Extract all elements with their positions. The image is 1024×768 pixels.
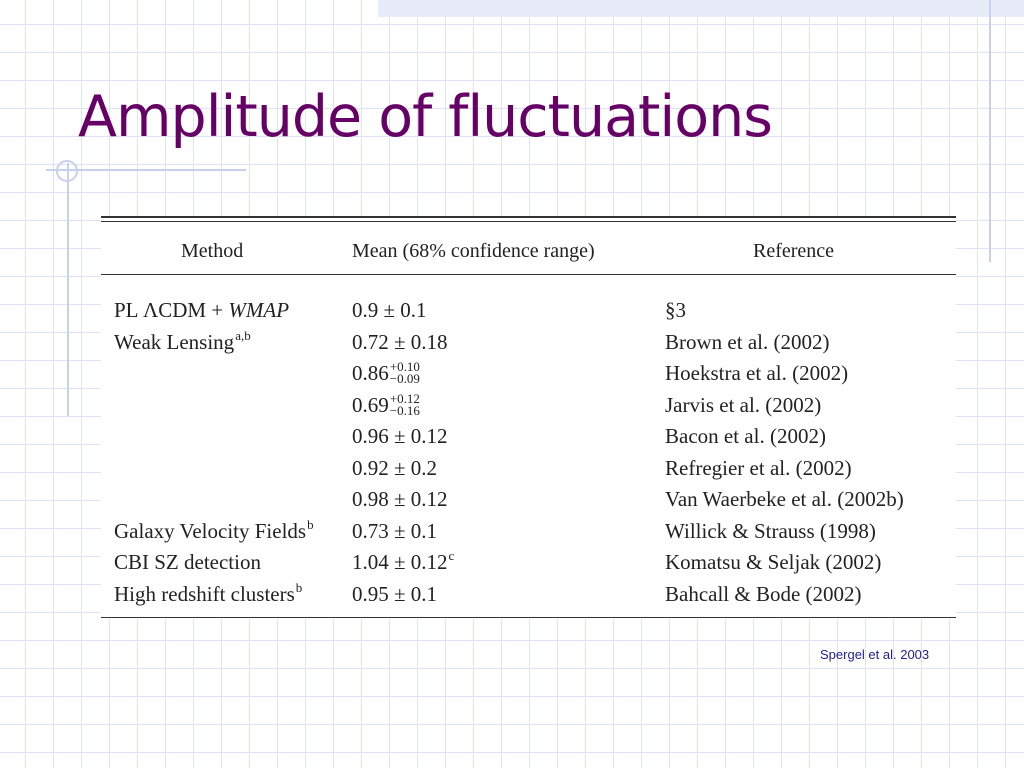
- left-decorative-rule: [67, 163, 69, 416]
- reference-cell: Van Waerbeke et al. (2002b): [665, 487, 904, 511]
- reference-cell: Brown et al. (2002): [665, 329, 830, 354]
- mean-value: 0.92 ± 0.2: [352, 455, 438, 480]
- method-cell: [114, 579, 303, 609]
- header-mean: Mean (68% confidence range): [352, 240, 595, 262]
- mean-value: 0.69: [352, 392, 389, 417]
- slide-title: Amplitude of fluctuations: [78, 84, 772, 150]
- method-footnote-marker: b: [307, 516, 314, 532]
- mean-upper-error: +0.12: [389, 390, 420, 406]
- method-footnote-marker: b: [295, 579, 303, 595]
- header-method: Method: [181, 240, 244, 262]
- mean-cell: [352, 361, 420, 387]
- decorative-ring: [56, 160, 78, 182]
- mean-cell: [352, 519, 437, 543]
- fluctuation-amplitude-table: [101, 216, 956, 619]
- right-decorative-rule: [989, 0, 991, 262]
- table-top-rule-thin: [101, 221, 956, 222]
- method-text: PL ΛCDM +: [114, 298, 229, 322]
- mean-cell: [352, 424, 448, 448]
- mean-value: 0.9 ± 0.1: [352, 298, 427, 322]
- mean-cell: [352, 330, 448, 354]
- mean-lower-error: −0.09: [389, 371, 420, 387]
- top-decorative-band: [378, 0, 1024, 17]
- mean-value: 0.98 ± 0.12: [352, 487, 448, 511]
- reference-cell: Bahcall & Bode (2002): [665, 581, 862, 606]
- mean-value: 0.95 ± 0.1: [352, 581, 438, 606]
- mean-lower-error: −0.16: [389, 402, 420, 418]
- method-cell: [114, 327, 251, 357]
- table-top-rule: [101, 216, 956, 218]
- mean-cell: [352, 582, 437, 606]
- reference-cell: Bacon et al. (2002): [665, 424, 826, 448]
- mean-asymmetric-error: [389, 390, 420, 418]
- mean-cell: [352, 298, 427, 322]
- method-footnote-marker: a,b: [235, 327, 251, 343]
- reference-cell: Komatsu & Seljak (2002): [665, 550, 882, 574]
- method-cell: [114, 550, 261, 574]
- header-reference: Reference: [753, 240, 835, 262]
- table-bottom-rule: [101, 617, 956, 618]
- reference-cell: §3: [665, 298, 686, 322]
- reference-cell: Refregier et al. (2002): [665, 455, 852, 480]
- citation-caption: Spergel et al. 2003: [820, 647, 930, 662]
- mean-upper-error: +0.10: [389, 359, 420, 375]
- method-text: High redshift clusters: [114, 581, 295, 606]
- mean-cell: [352, 487, 448, 511]
- method-cell: [114, 298, 289, 322]
- mean-cell: [352, 550, 454, 577]
- table-header-rule: [101, 274, 956, 275]
- reference-cell: Jarvis et al. (2002): [665, 392, 822, 417]
- reference-cell: Hoekstra et al. (2002): [665, 361, 849, 385]
- method-text: Weak Lensing: [114, 329, 235, 354]
- method-text: Galaxy Velocity Fields: [114, 518, 307, 543]
- method-text: CBI SZ detection: [114, 550, 261, 574]
- mean-asymmetric-error: [390, 361, 420, 385]
- mean-footnote-marker: c: [448, 548, 455, 563]
- method-italic-text: WMAP: [228, 298, 290, 322]
- mean-value: 0.73 ± 0.1: [352, 518, 438, 543]
- reference-cell: Willick & Strauss (1998): [665, 518, 876, 543]
- mean-value: 0.96 ± 0.12: [352, 424, 448, 448]
- mean-cell: [352, 456, 437, 480]
- mean-value: 1.04 ± 0.12: [352, 550, 448, 574]
- mean-value: 0.72 ± 0.18: [352, 329, 448, 354]
- mean-cell: [352, 390, 420, 419]
- method-cell: [114, 516, 314, 546]
- mean-value: 0.86: [352, 361, 389, 385]
